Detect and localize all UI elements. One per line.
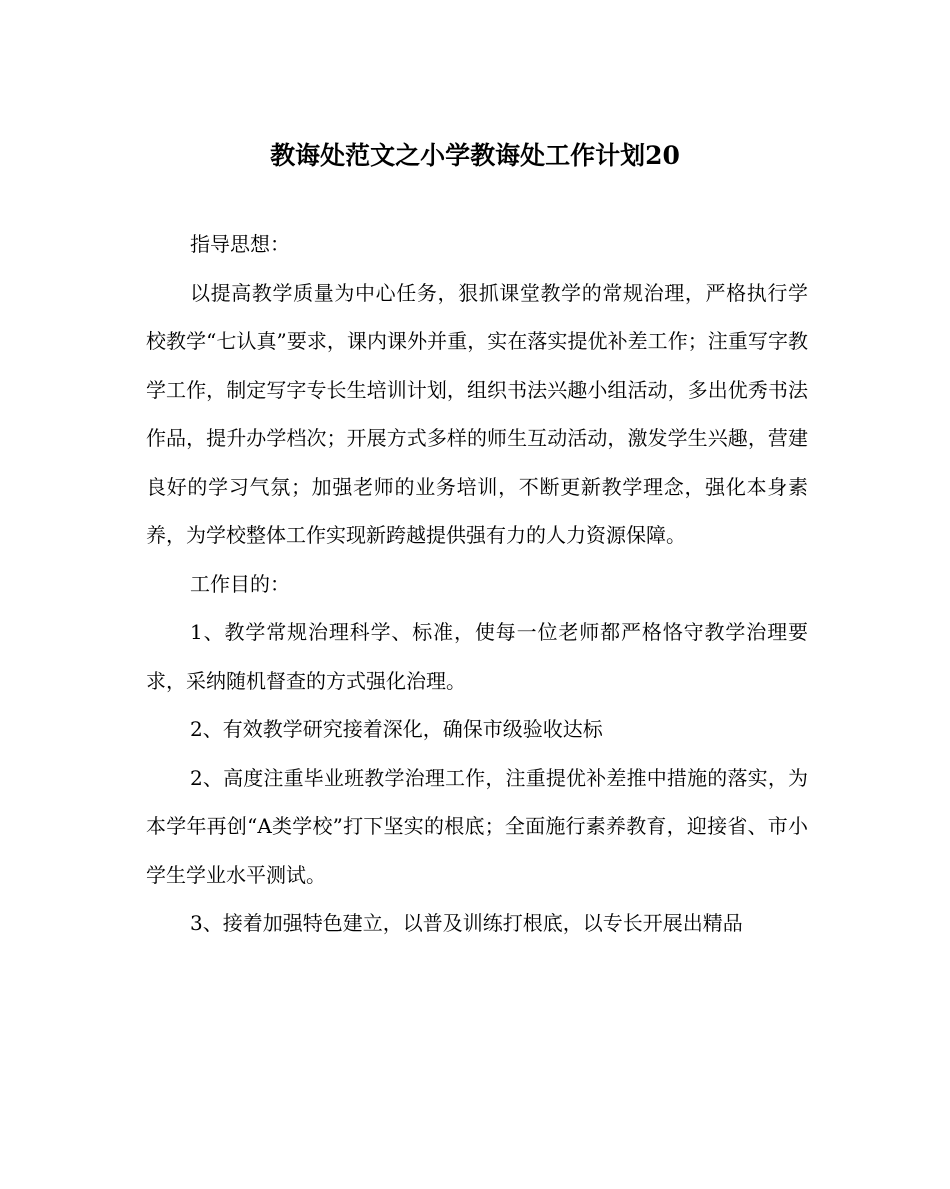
paragraph-goal-2a: 2、有效教学研究接着深化，确保市级验收达标 — [190, 717, 603, 741]
paragraph-goal-2b: 2、高度注重毕业班教学治理工作，注重提优补差推中措施的落实，为本学年再创“A类学校”打下坚实的根底；全面施行素养教育，迎接省、市小学生学业水平测试。 — [146, 765, 808, 887]
paragraph-work-goals-heading: 工作目的： — [190, 571, 290, 596]
document-body — [146, 220, 808, 948]
document-title: 教诲处范文之小学教诲处工作计划20 — [270, 141, 680, 170]
paragraph-guiding-thought-heading: 指导思想： — [190, 232, 290, 256]
paragraph-goal-1: 1、教学常规治理科学、标准，使每一位老师都严格恪守教学治理要求，采纳随机督查的方式强化治理。 — [146, 620, 808, 693]
paragraph-goal-3: 3、接着加强特色建立，以普及训练打根底，以专长开展出精品 — [190, 911, 743, 935]
paragraph-guiding-thought: 以提高教学质量为中心任务，狠抓课堂教学的常规治理，严格执行学校教学“七认真”要求，课内课外并重，实在落实提优补差工作；注重写字教学工作，制定写字专长生培训计划，组织书法兴趣小组活动，多出优秀书法作品，提升办学档次；开展方式多样的师生互动活动，激发学生兴趣，营建良好的学习气氛；加强老师的业务培训，不断更新教学理念，强化本身素养，为学校整体工作实现新跨越提供强有力的人力资源保障。 — [146, 280, 808, 547]
